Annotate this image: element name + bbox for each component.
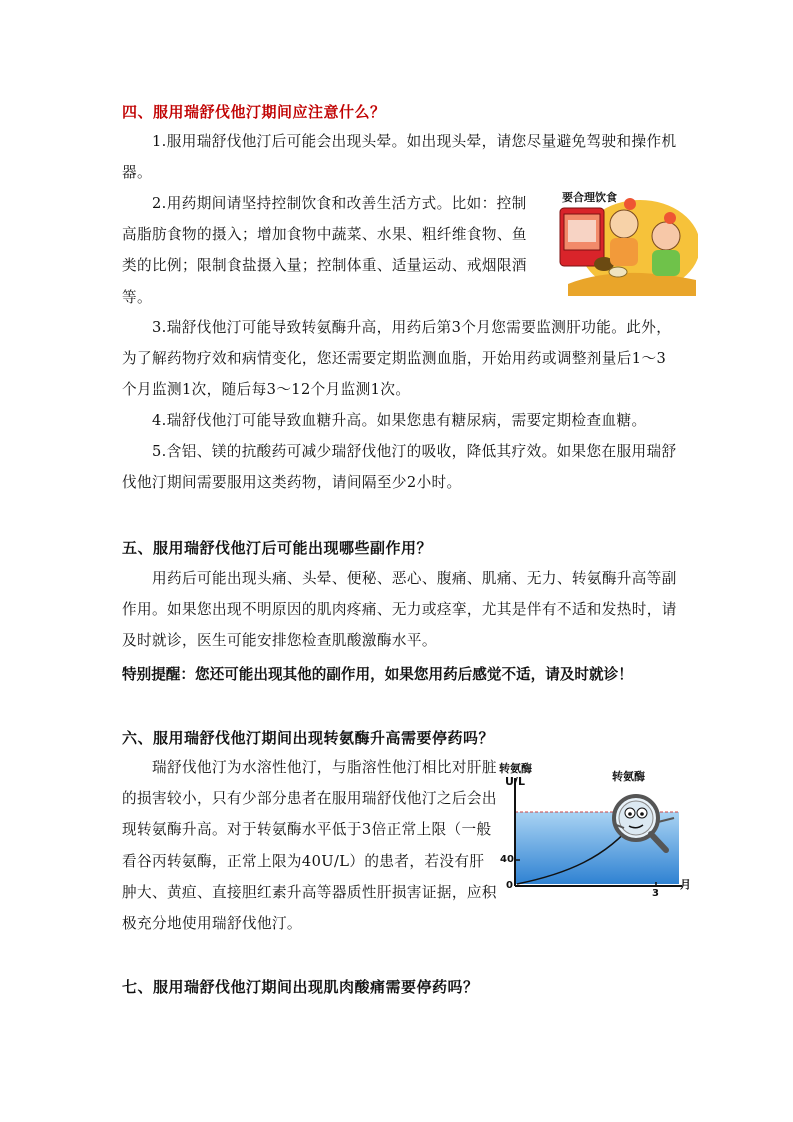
y-axis-label: 转氨酶 <box>499 762 532 775</box>
transaminase-chart <box>496 758 696 918</box>
special-reminder: 特别提醒：您还可能出现其他的副作用，如果您用药后感觉不适，请及时就诊！ <box>122 666 633 683</box>
sec4-paragraph-5: 5.含铝、镁的抗酸药可减少瑞舒伐他汀的吸收，降低其疗效。如果您在服用瑞舒伐他汀期间需要服用这类药物，请间隔至少2小时。 <box>122 443 677 492</box>
sec4-paragraph-4: 4.瑞舒伐他汀可能导致血糖升高。如果您患有糖尿病，需要定期检查血糖。 <box>152 412 647 429</box>
x-axis-label: 月 <box>680 878 691 891</box>
transaminase-chart-svg <box>496 758 696 918</box>
x-tick-label-0: 0 <box>506 880 513 891</box>
y-tick-label-40: 40 <box>500 854 514 865</box>
sec6-paragraph-1: 瑞舒伐他汀为水溶性他汀，与脂溶性他汀相比对肝脏的损害较小，只有少部分患者在服用瑞舒伐他汀之后会出现转氨酶升高。对于转氨酶水平低于3倍正常上限（一般看谷丙转氨酶，正常上限为40U/L）的患者，若没有肝肿大、黄疸、直接胆红素升高等器质性肝损害证据，应积极充分地使用瑞舒伐他汀。 <box>122 759 497 933</box>
y-axis-unit: U/L <box>505 775 525 788</box>
sec4-paragraph-1: 1.服用瑞舒伐他汀后可能会出现头晕。如出现头晕，请您尽量避免驾驶和操作机器。 <box>122 133 677 182</box>
sec5-paragraph-1: 用药后可能出现头痛、头晕、便秘、恶心、腹痛、肌痛、无力、转氨酶升高等副作用。如果您出现不明原因的肌肉疼痛、无力或痉挛，尤其是伴有不适和发热时，请及时就诊，医生可能安排您检查肌酸激酶水平。 <box>122 570 677 650</box>
x-tick-label-3: 3 <box>652 888 659 899</box>
section-7-heading: 七、服用瑞舒伐他汀期间出现肌肉酸痛需要停药吗？ <box>122 978 479 996</box>
diet-illustration <box>548 184 698 296</box>
section-4-heading: 四、服用瑞舒伐他汀期间应注意什么？ <box>122 103 386 121</box>
diet-label: 要合理饮食 <box>562 191 617 204</box>
section-6-heading: 六、服用瑞舒伐他汀期间出现转氨酶升高需要停药吗？ <box>122 729 495 747</box>
mascot-label: 转氨酶 <box>612 770 645 783</box>
section-5-heading: 五、服用瑞舒伐他汀后可能出现哪些副作用？ <box>122 539 433 557</box>
sec4-paragraph-2: 2.用药期间请坚持控制饮食和改善生活方式。比如：控制高脂肪食物的摄入；增加食物中蔬菜、水果、粗纤维食物、鱼类的比例；限制食盐摄入量；控制体重、适量运动、戒烟限酒等。 <box>122 195 527 306</box>
sec4-paragraph-3: 3.瑞舒伐他汀可能导致转氨酶升高，用药后第3个月您需要监测肝功能。此外，为了解药物疗效和病情变化，您还需要定期监测血脂，开始用药或调整剂量后1～3个月监测1次，随后每3～12个月监测1次。 <box>122 319 672 399</box>
